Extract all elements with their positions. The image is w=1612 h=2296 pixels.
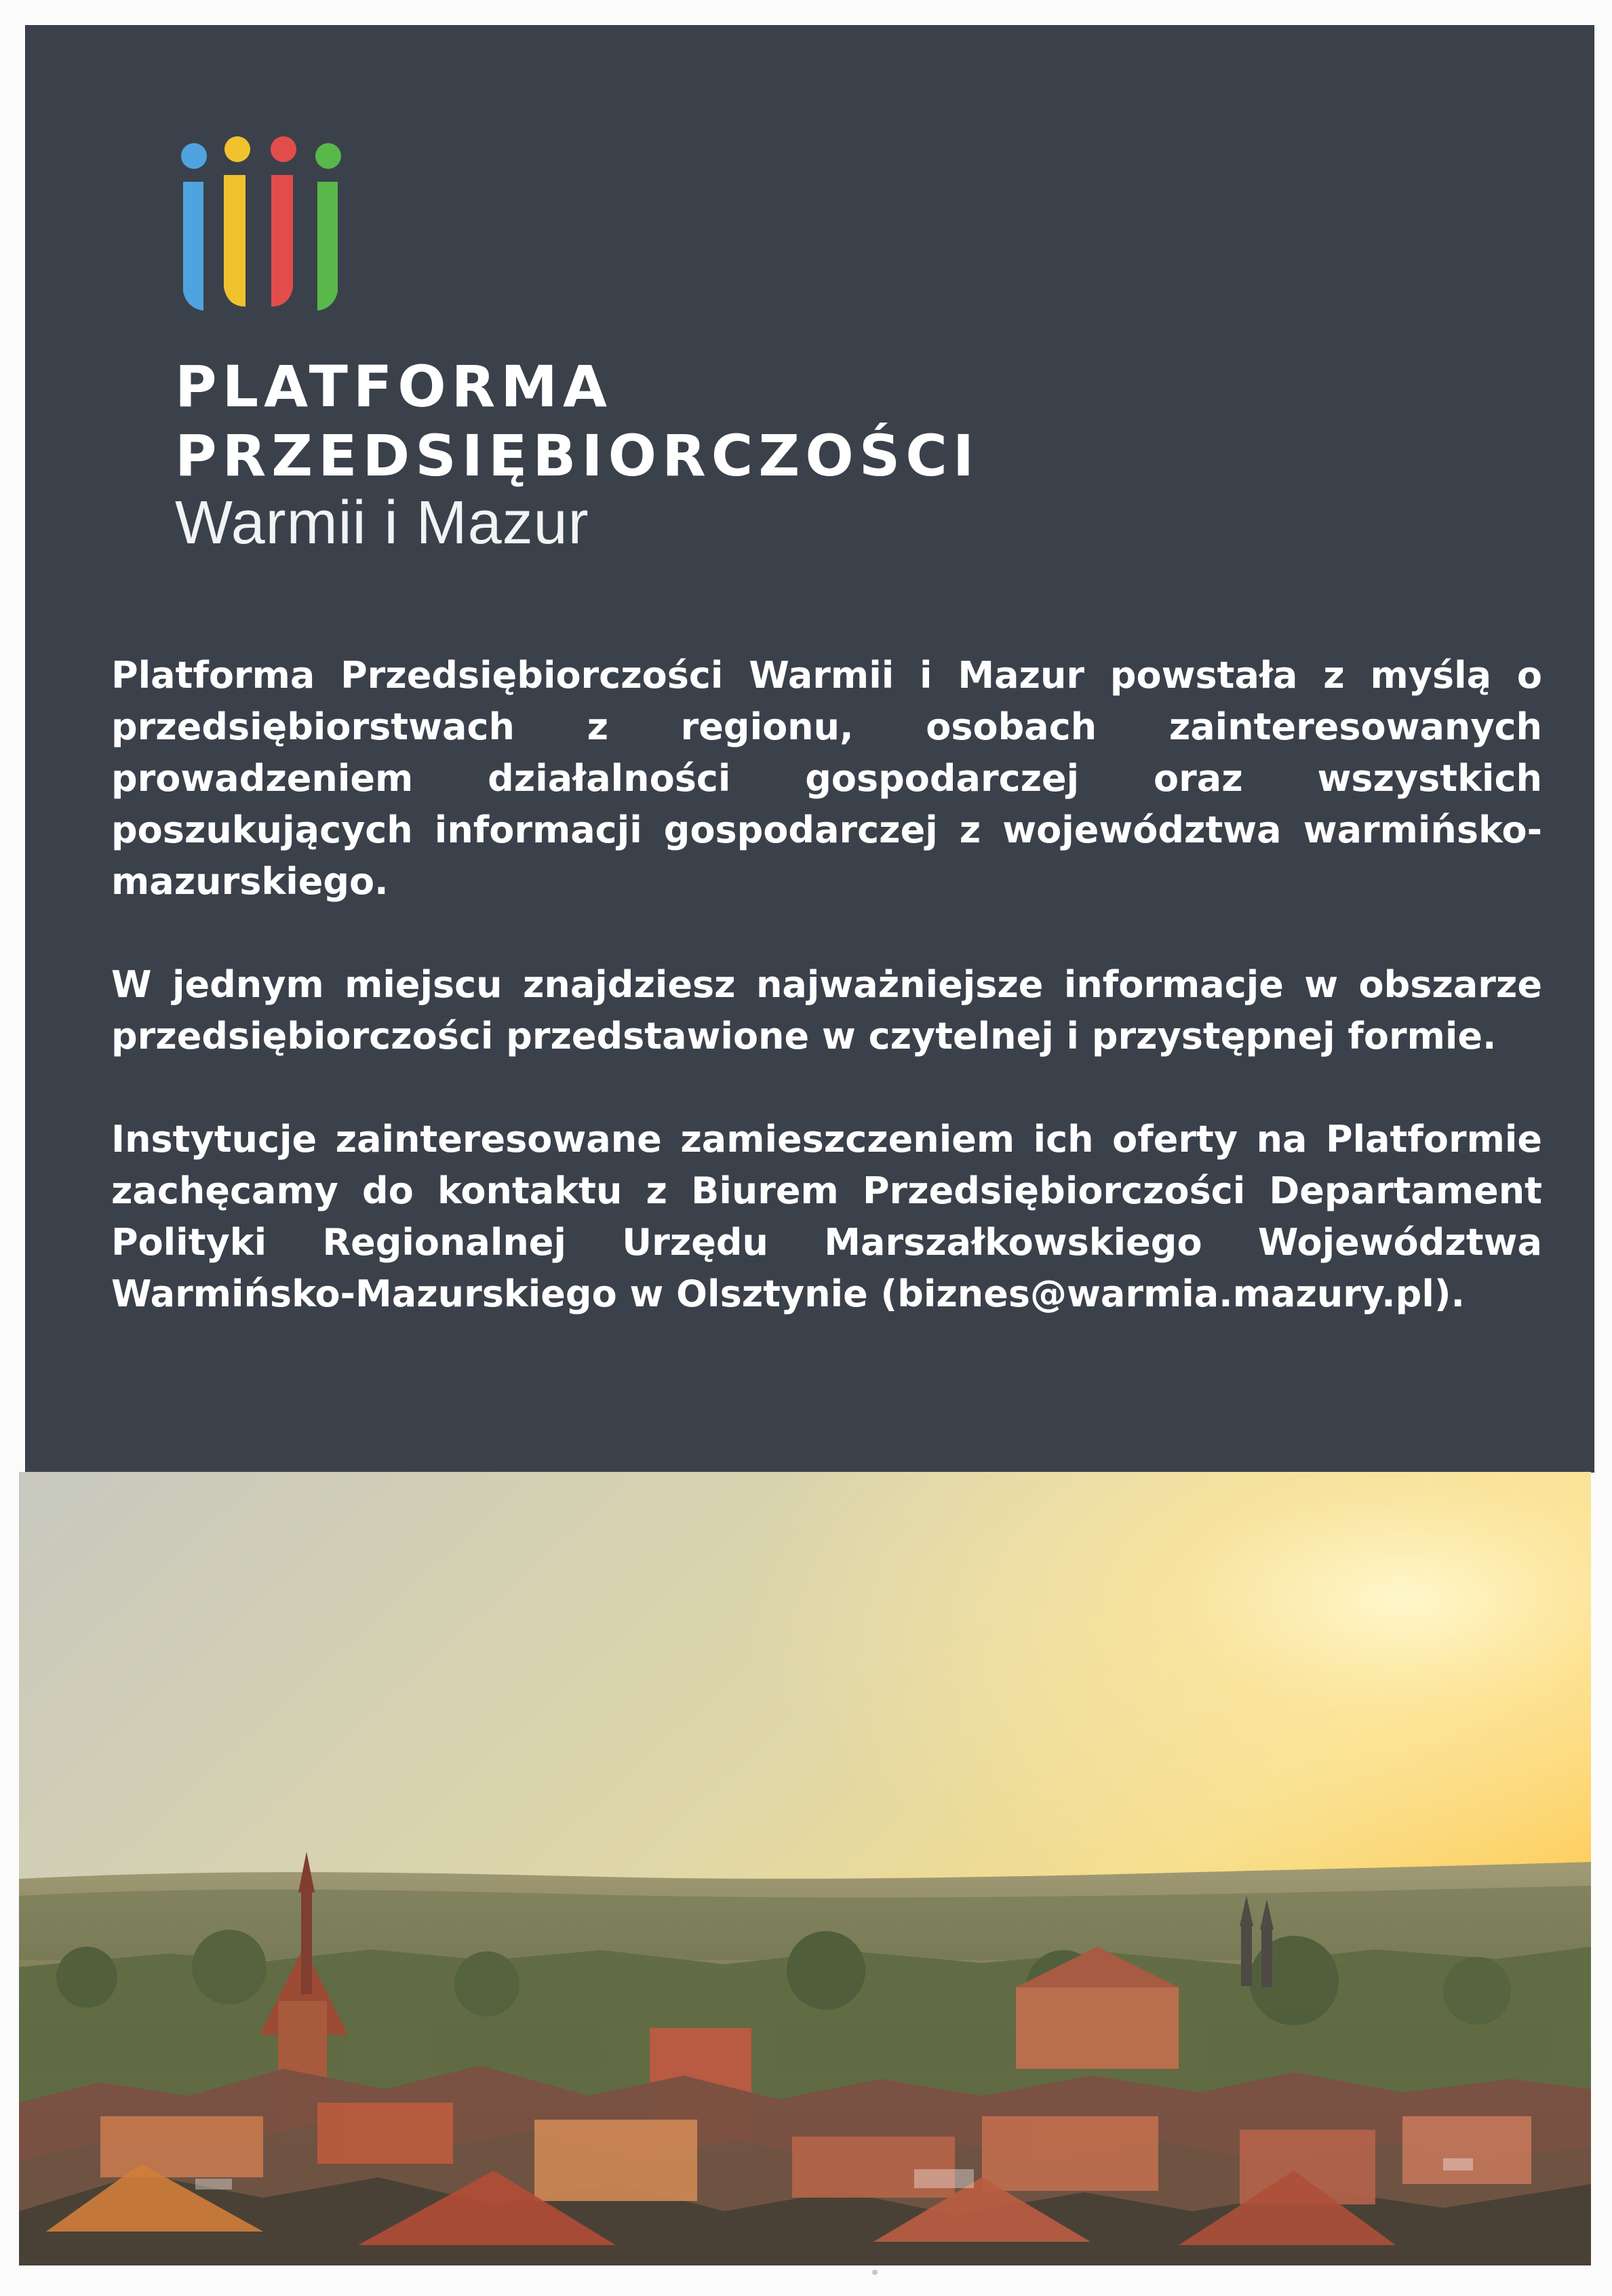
brand-line-warmii-i-mazur: Warmii i Mazur [175, 489, 589, 557]
city-skyline-image [19, 1472, 1591, 2265]
scan-speck [872, 2270, 878, 2275]
platform-logo [175, 134, 351, 338]
body-copy [111, 650, 1542, 1320]
brand-line-platforma: PLATFORMA [175, 353, 612, 420]
four-people-figures-icon [175, 134, 351, 338]
brand-title [175, 353, 980, 557]
city-sunset-photo [19, 1472, 1591, 2265]
brand-line-przedsiebiorczosci: PRZEDSIĘBIORCZOŚCI [175, 423, 980, 489]
paragraph-intro: Platforma Przedsiębiorczości Warmii i Mazur powstała z myślą o przedsiębiorstwach z regionu, osobach zainteresowanych prowadzeniem działalności gospodarczej oraz wszystkich poszukujących informacji gospodarczej z województwa warmińsko-mazurskiego. [111, 654, 1542, 903]
dark-info-panel [26, 26, 1594, 1472]
paragraph-contact: Instytucje zainteresowane zamieszczeniem ich oferty na Platformie zachęcamy do kontaktu z Biurem Przedsiębiorczości Departament Polityki Regionalnej Urzędu Marszałkowskiego Województwa Warmińsko-Mazurskiego w Olsztynie (biznes@warmia.mazury.pl). [111, 1118, 1542, 1315]
paragraph-information: W jednym miejscu znajdziesz najważniejsze informacje w obszarze przedsiębiorczości przedstawione w czytelnej i przystępnej formie. [111, 963, 1542, 1057]
